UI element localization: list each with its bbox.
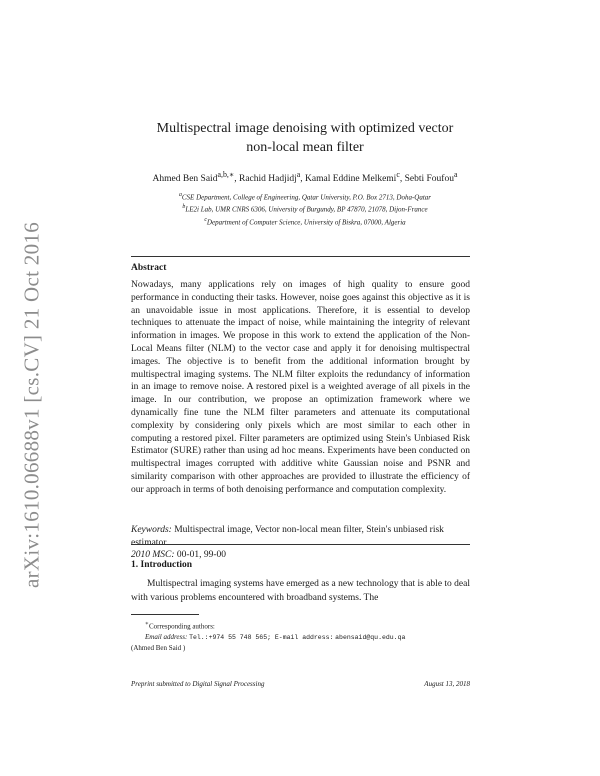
author — [152, 170, 235, 185]
email-address[interactable]: abensaid@qu.edu.qa — [335, 633, 406, 641]
affiliation-list — [120, 190, 490, 227]
affiliation-mark: b — [182, 204, 186, 211]
author-name: Ahmed Ben Said — [152, 174, 218, 185]
author-superscript: c — [396, 170, 400, 179]
footnote — [131, 619, 470, 654]
affiliation — [120, 190, 490, 202]
author-name: Kamal Eddine Melkemi — [305, 174, 397, 185]
abstract-bottom-rule — [131, 544, 470, 545]
author-superscript: a — [453, 170, 458, 179]
keywords-text: Multispectral image, Vector non-local mean filter, Stein's unbiased risk estimator — [131, 525, 444, 548]
arxiv-identifier-text: arXiv:1610.06688v1 [cs.CV] 21 Oct 2016 — [19, 221, 44, 589]
page-footer — [131, 680, 470, 688]
email-owner: (Ahmed Ben Said ) — [131, 644, 186, 653]
affiliation — [120, 202, 490, 214]
keywords — [131, 524, 470, 550]
corresponding-author-label: Corresponding authors: — [148, 622, 215, 631]
author-superscript: a — [296, 170, 301, 179]
affiliation-mark: c — [204, 216, 207, 223]
affiliation-mark: a — [178, 192, 182, 198]
arxiv-identifier-stamp — [10, 180, 54, 630]
author — [404, 170, 458, 185]
corresponding-author-note — [131, 619, 470, 632]
author-list: Ahmed Ben Said$^{a,b,∗}$, Rachid Hadjidj$^a$, Kamal Eddine Melkemi$^c$, Sebti Foufou$^a$ — [152, 170, 458, 185]
title-line-2: non-local mean filter — [246, 140, 364, 155]
section-heading: 1. Introduction — [131, 560, 193, 570]
abstract-top-rule — [131, 256, 470, 257]
email-label: Email address: — [145, 632, 188, 641]
phone-text: Tel.:+974 55 748 565; E-mail address: — [189, 633, 334, 641]
keywords-label: Keywords: — [131, 525, 172, 535]
title-line-1: Multispectral image denoising with optimized vector — [156, 121, 454, 136]
abstract-heading: Abstract — [131, 263, 167, 273]
paper-title — [120, 119, 490, 157]
footer-date: August 13, 2018 — [424, 680, 470, 688]
introduction-paragraph: Multispectral imaging systems have emerged as a new technology that is able to deal with various problems encountered with broadband systems. The — [131, 579, 470, 603]
author — [305, 170, 400, 185]
author-name: Rachid Hadjidj — [239, 174, 297, 185]
author-name: Sebti Foufou — [404, 174, 454, 185]
affiliation-text: Department of Computer Science, University of Biskra, 07000, Algeria — [206, 217, 406, 226]
abstract-text: Nowadays, many applications rely on images of high quality to ensure good performance in conducting their tasks. However, noise goes against this objective as it is an unavoidable issue in most applications. Therefore, it is essential to develop techniques to attenuate the impact of noise, while maintaining the integrity of relevant information in images. We propose in this work to extend the application of the Non-Local Means filter (NLM) to the vector case and apply it for denoising multispectral images. The objective is to benefit from the additional information brought by multispectral imaging systems. The NLM filter exploits the redundancy of information in an image to remove noise. A restored pixel is a weighted average of all pixels in the image. In our contribution, we propose an optimization framework where we dynamically fine tune the NLM filter parameters and attenuate its computational complexity by considering only pixels which are most similar to each other in computing a restored pixel. Filter parameters are optimized using Stein's Unbiased Risk Estimator (SURE) rather than using ad hoc means. Experiments have been conducted on multispectral images corrupted with additive white Gaussian noise and PSNR and similarity comparison with other approaches are provided to illustrate the efficiency of our approach in terms of both denoising performance and computation complexity. — [131, 280, 470, 495]
author — [239, 170, 301, 185]
footnote-mark: ∗ — [145, 621, 149, 627]
msc-text: 00-01, 99-00 — [176, 550, 226, 560]
affiliation-text: CSE Department, College of Engineering, Qatar University, P.O. Box 2713, Doha-Qatar — [181, 193, 432, 202]
footer-journal: Preprint submitted to Digital Signal Processing — [131, 680, 265, 688]
author-superscript: a,b,∗ — [217, 170, 235, 179]
msc-label: 2010 MSC: — [131, 550, 175, 560]
email-line — [131, 632, 470, 644]
affiliation-text: LE2i Lab, UMR CNRS 6306, University of Burgundy, BP 47870, 21078, Dijon-France — [185, 205, 428, 214]
footnote-rule — [131, 614, 199, 615]
affiliation — [120, 215, 490, 227]
